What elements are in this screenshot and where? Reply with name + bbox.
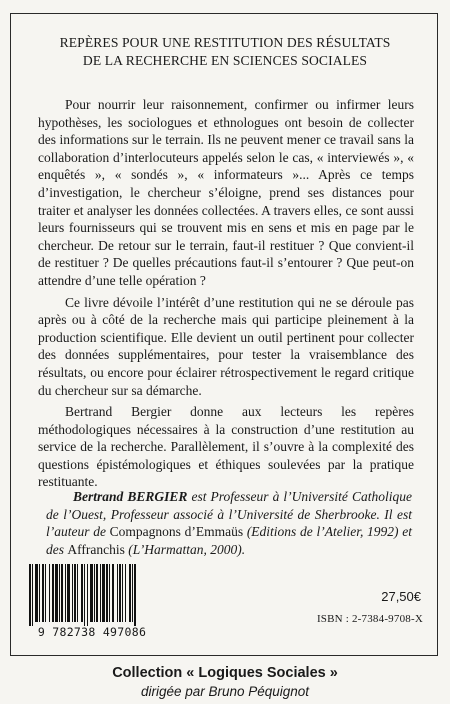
- barcode-bar: [42, 564, 44, 622]
- barcode-bar: [117, 564, 118, 622]
- collection-name: Collection « Logiques Sociales »: [112, 665, 338, 681]
- barcode-bar: [132, 564, 133, 622]
- barcode-bar: [81, 564, 83, 622]
- barcode-bar: [102, 564, 105, 622]
- barcode-bar: [84, 564, 85, 626]
- author-bio: [46, 488, 412, 558]
- barcode-bar: [100, 564, 101, 622]
- back-cover-title: [28, 34, 422, 70]
- barcode-bar: [112, 564, 114, 622]
- barcode-bar: [65, 564, 66, 622]
- barcode-bar: [29, 564, 31, 626]
- barcode-bar: [52, 564, 54, 622]
- barcode-bar: [45, 564, 46, 622]
- barcode-bar: [59, 564, 60, 622]
- collection-director: dirigée par Bruno Péquignot: [140, 684, 310, 699]
- author-bio-text: (Editions de l’Atelier, 1992) et des: [46, 524, 412, 557]
- author-bio-text: (L’Harmattan, 2000).: [124, 541, 246, 557]
- author-name: Bertrand BERGIER: [73, 489, 188, 504]
- barcode-bar: [32, 564, 33, 626]
- barcode-bar: [96, 564, 98, 622]
- barcode-bar: [74, 564, 76, 622]
- blurb-paragraph: Ce livre dévoile l’intérêt d’une restitution qui ne se déroule pas après ou à côté de la recherche mais qui participe pleinement à la production scientifique. Elle devient un outil pertinent pour collecter des données supplémentaires, pour tester la vraisemblance des résultats, ou encore pour éclairer rétrospectivement le regard critique du chercheur sur sa démarche.: [38, 294, 414, 398]
- barcode-bar: [67, 564, 70, 622]
- barcode-bar: [94, 564, 95, 622]
- barcode-bar: [39, 564, 40, 622]
- barcode-bar: [90, 564, 93, 622]
- blurb: [38, 96, 414, 491]
- book-title: Compagnons d’Emmaüs: [109, 524, 244, 540]
- book-title: Affranchis: [67, 541, 125, 557]
- author-bio-text: est Professeur à l’Université Catholique de l’Ouest, Professeur associé à l’Université de Sherbrooke. Il est l’auteur de: [46, 489, 412, 540]
- isbn: ISBN : 2-7384-9708-X: [316, 613, 423, 625]
- barcode: [25, 562, 161, 642]
- title-line-1: REPÈRES POUR UNE RESTITUTION DES RÉSULTATS: [59, 35, 391, 50]
- barcode-bar: [77, 564, 78, 622]
- barcode-bar: [134, 564, 136, 626]
- barcode-number: 9 782738 497086: [37, 625, 147, 639]
- barcode-bar: [61, 564, 63, 622]
- barcode-bar: [49, 564, 50, 622]
- barcode-bar: [87, 564, 88, 626]
- barcode-bar: [109, 564, 110, 622]
- barcode-bars: [25, 562, 161, 626]
- barcode-bar: [125, 564, 126, 622]
- barcode-bar: [55, 564, 58, 622]
- barcode-bar: [72, 564, 73, 622]
- blurb-paragraph: Pour nourrir leur raisonnement, confirmer ou infirmer leurs hypothèses, les sociologues et ethnologues ont besoin de collecter des informations sur le terrain. Ils ne peuvent mener ce travail sans la collaboration d’interlocuteurs appelés selon le cas, « interviewés », « enquêtés », « sondés », « informateurs »... Après ce temps d’investigation, le chercheur s’éloigne, prend ses distances pour traiter et analyser les données collectées. A travers elles, ce sont aussi leurs fournisseurs qui se trouvent mis en sens et mis en page par le chercheur. De retour sur le terrain, faut-il restituer ? Que convient-il de restituer ? De quelles précautions faut-il s’entourer ? Que peut-on attendre d’une telle opération ?: [38, 97, 414, 288]
- barcode-bar: [35, 564, 38, 622]
- barcode-bar: [122, 564, 123, 622]
- price: 27,50€: [381, 589, 421, 604]
- barcode-bar: [119, 564, 121, 622]
- title-line-2: DE LA RECHERCHE EN SCIENCES SOCIALES: [82, 53, 368, 68]
- blurb-paragraph: Bertrand Bergier donne aux lecteurs les repères méthodologiques nécessaires à la construction d’une restitution au service de la recherche. Parallèlement, il s’ouvre à la complexité des questions épistémologiques et éthiques soulevées par la pratique restituante.: [38, 404, 414, 490]
- barcode-bar: [129, 564, 131, 622]
- barcode-bar: [106, 564, 108, 622]
